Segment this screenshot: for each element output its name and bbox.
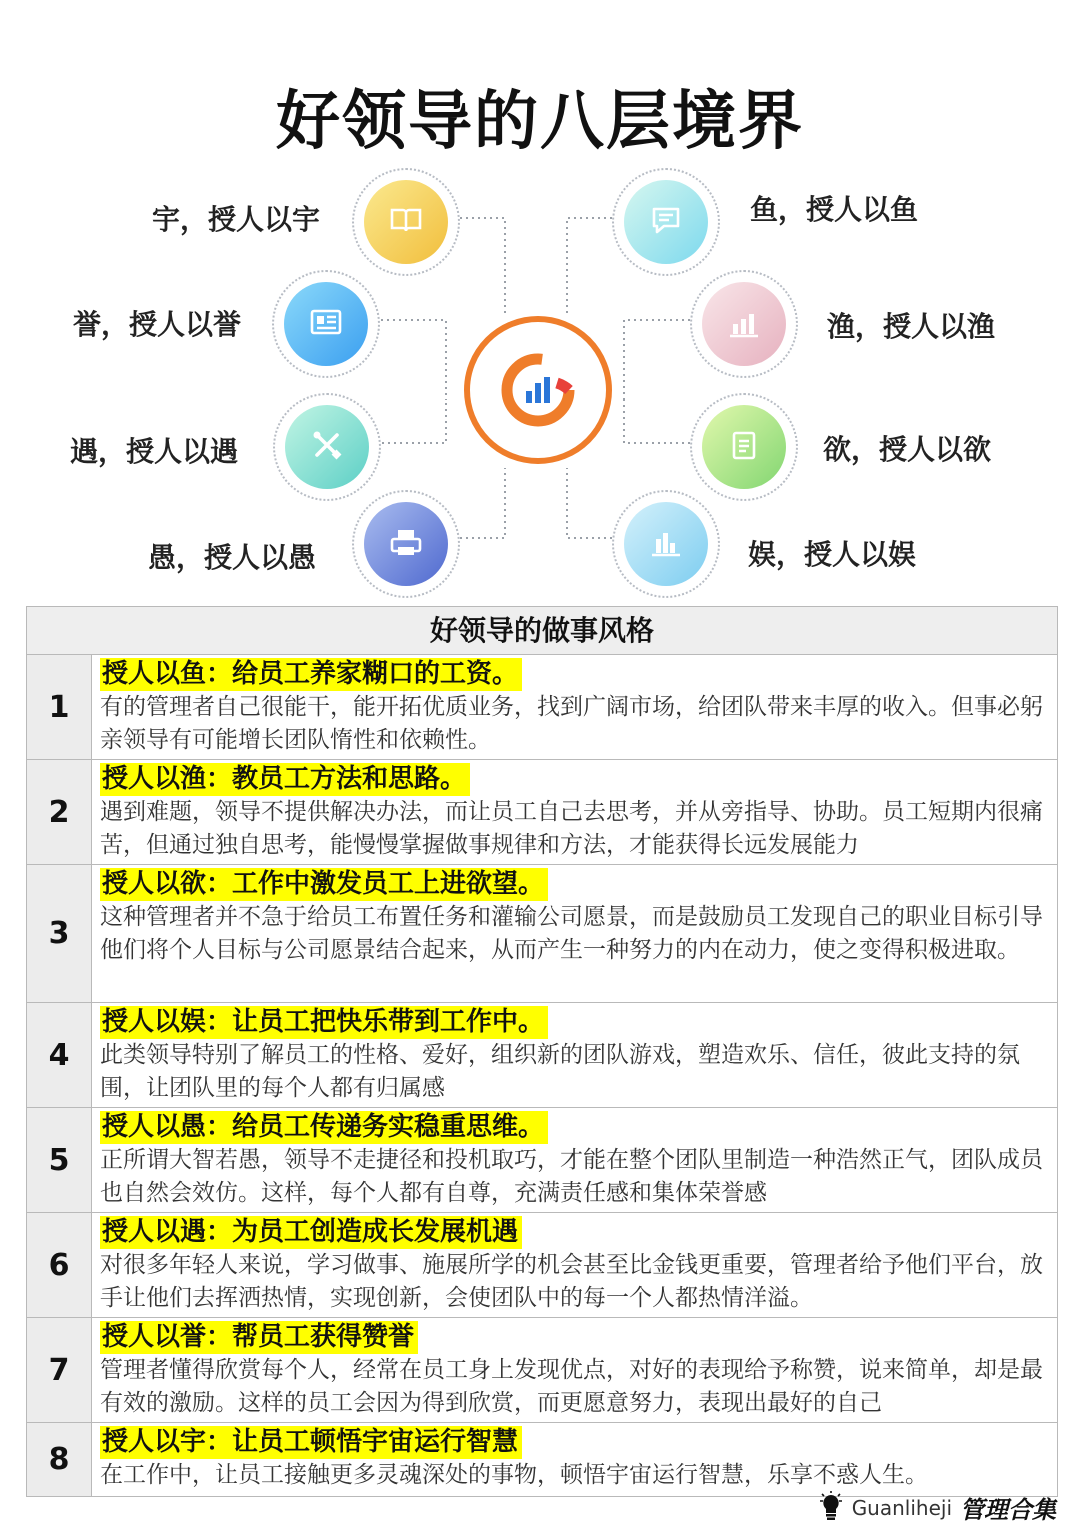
analytics-icon: [461, 313, 615, 467]
row-description: 在工作中，让员工接触更多灵魂深处的事物，顿悟宇宙运行智慧，乐享不惑人生。: [100, 1462, 928, 1488]
row-description: 管理者懂得欣赏每个人，经常在员工身上发现优点，对好的表现给予称赞，说来简单，却是最有效的激励。这样的员工会因为得到欣赏，而更愿意努力，表现出最好的自己: [100, 1357, 1043, 1416]
book-icon: [386, 200, 426, 244]
row-description: 遇到难题，领导不提供解决办法，而让员工自己去思考，并从旁指导、协助。员工短期内很痛苦，但通过独自思考，能慢慢掌握做事规律和方法，才能获得长远发展能力: [100, 799, 1043, 858]
node-circle: [285, 405, 369, 489]
page-title: 好领导的八层境界: [276, 84, 804, 159]
chat-icon: [646, 200, 686, 244]
table-row: [27, 760, 1057, 865]
node-yu-desire: [690, 393, 798, 501]
newspaper-icon: [306, 302, 346, 346]
brand-name-en: Guanliheji: [851, 1495, 952, 1520]
table-row: [27, 1003, 1057, 1108]
row-heading: 授人以宇：让员工顿悟宇宙运行智慧: [100, 1426, 522, 1459]
style-table: [26, 606, 1058, 1497]
row-content: [92, 1003, 1057, 1107]
node-circle: [284, 282, 368, 366]
node-yu-honor: [272, 270, 380, 378]
node-yu-entertain: [612, 490, 720, 598]
row-content: [92, 1108, 1057, 1212]
row-number: 2: [27, 760, 92, 864]
node-circle: [702, 405, 786, 489]
brand-name-cn: 管理合集: [960, 1495, 1056, 1524]
row-number: 3: [27, 865, 92, 1002]
row-heading: 授人以渔：教员工方法和思路。: [100, 763, 470, 796]
row-content: [92, 1423, 1057, 1496]
row-content: [92, 1318, 1057, 1422]
node-yu-humble: [352, 490, 460, 598]
node-label-yu-fish: 鱼，授人以鱼: [750, 193, 919, 226]
table-row: [27, 1423, 1057, 1496]
footer-brand: [818, 1490, 1056, 1525]
table-header: 好领导的做事风格: [27, 607, 1057, 655]
center-hub: [461, 313, 615, 467]
node-label-yu-desire: 欲，授人以欲: [823, 433, 992, 466]
row-content: [92, 655, 1057, 759]
node-label-yu-humble: 愚，授人以愚: [148, 541, 317, 574]
row-number: 8: [27, 1423, 92, 1496]
table-row: [27, 655, 1057, 760]
row-number: 4: [27, 1003, 92, 1107]
column-chart-icon: [646, 522, 686, 566]
row-heading: 授人以娱：让员工把快乐带到工作中。: [100, 1006, 548, 1039]
row-content: [92, 865, 1057, 1002]
node-circle: [624, 502, 708, 586]
row-number: 5: [27, 1108, 92, 1212]
row-description: 此类领导特别了解员工的性格、爱好，组织新的团队游戏，塑造欢乐、信任，彼此支持的氛围，让团队里的每个人都有归属感: [100, 1042, 1020, 1101]
node-circle: [702, 282, 786, 366]
bar-chart-icon: [724, 302, 764, 346]
printer-icon: [386, 522, 426, 566]
row-number: 1: [27, 655, 92, 759]
node-circle: [624, 180, 708, 264]
node-yu-opportunity: [273, 393, 381, 501]
leadership-diagram: [0, 160, 1080, 605]
node-label-yu-opportunity: 遇，授人以遇: [70, 435, 239, 468]
node-yu-universe: [352, 168, 460, 276]
table-row: [27, 1213, 1057, 1318]
node-label-yu-fishing: 渔，授人以渔: [827, 310, 996, 343]
row-heading: 授人以愚：给员工传递务实稳重思维。: [100, 1111, 548, 1144]
row-heading: 授人以鱼：给员工养家糊口的工资。: [100, 658, 522, 691]
node-label-yu-honor: 誉，授人以誉: [73, 308, 242, 341]
node-circle: [364, 180, 448, 264]
row-description: 对很多年轻人来说，学习做事、施展所学的机会甚至比金钱更重要，管理者给予他们平台，放手让他们去挥洒热情，实现创新，会使团队中的每一个人都热情洋溢。: [100, 1252, 1043, 1311]
lightbulb-icon: [818, 1491, 844, 1525]
row-heading: 授人以欲：工作中激发员工上进欲望。: [100, 868, 548, 901]
row-number: 7: [27, 1318, 92, 1422]
row-heading: 授人以誉：帮员工获得赞誉: [100, 1321, 418, 1354]
table-row: [27, 865, 1057, 1003]
node-yu-fish: [612, 168, 720, 276]
row-description: 这种管理者并不急于给员工布置任务和灌输公司愿景，而是鼓励员工发现自己的职业目标引导他们将个人目标与公司愿景结合起来，从而产生一种努力的内在动力，使之变得积极进取。: [100, 904, 1043, 963]
row-heading: 授人以遇：为员工创造成长发展机遇: [100, 1216, 522, 1249]
node-label-yu-universe: 宇，授人以宇: [152, 203, 321, 236]
node-yu-fishing: [690, 270, 798, 378]
clipboard-icon: [724, 425, 764, 469]
tools-icon: [307, 425, 347, 469]
row-content: [92, 1213, 1057, 1317]
table-row: [27, 1318, 1057, 1423]
row-number: 6: [27, 1213, 92, 1317]
table-row: [27, 1108, 1057, 1213]
node-label-yu-entertain: 娱，授人以娱: [748, 538, 917, 571]
node-circle: [364, 502, 448, 586]
row-description: 有的管理者自己很能干，能开拓优质业务，找到广阔市场，给团队带来丰厚的收入。但事必躬亲领导有可能增长团队惰性和依赖性。: [100, 694, 1043, 753]
row-content: [92, 760, 1057, 864]
row-description: 正所谓大智若愚，领导不走捷径和投机取巧，才能在整个团队里制造一种浩然正气，团队成员也自然会效仿。这样，每个人都有自尊，充满责任感和集体荣誉感: [100, 1147, 1043, 1206]
